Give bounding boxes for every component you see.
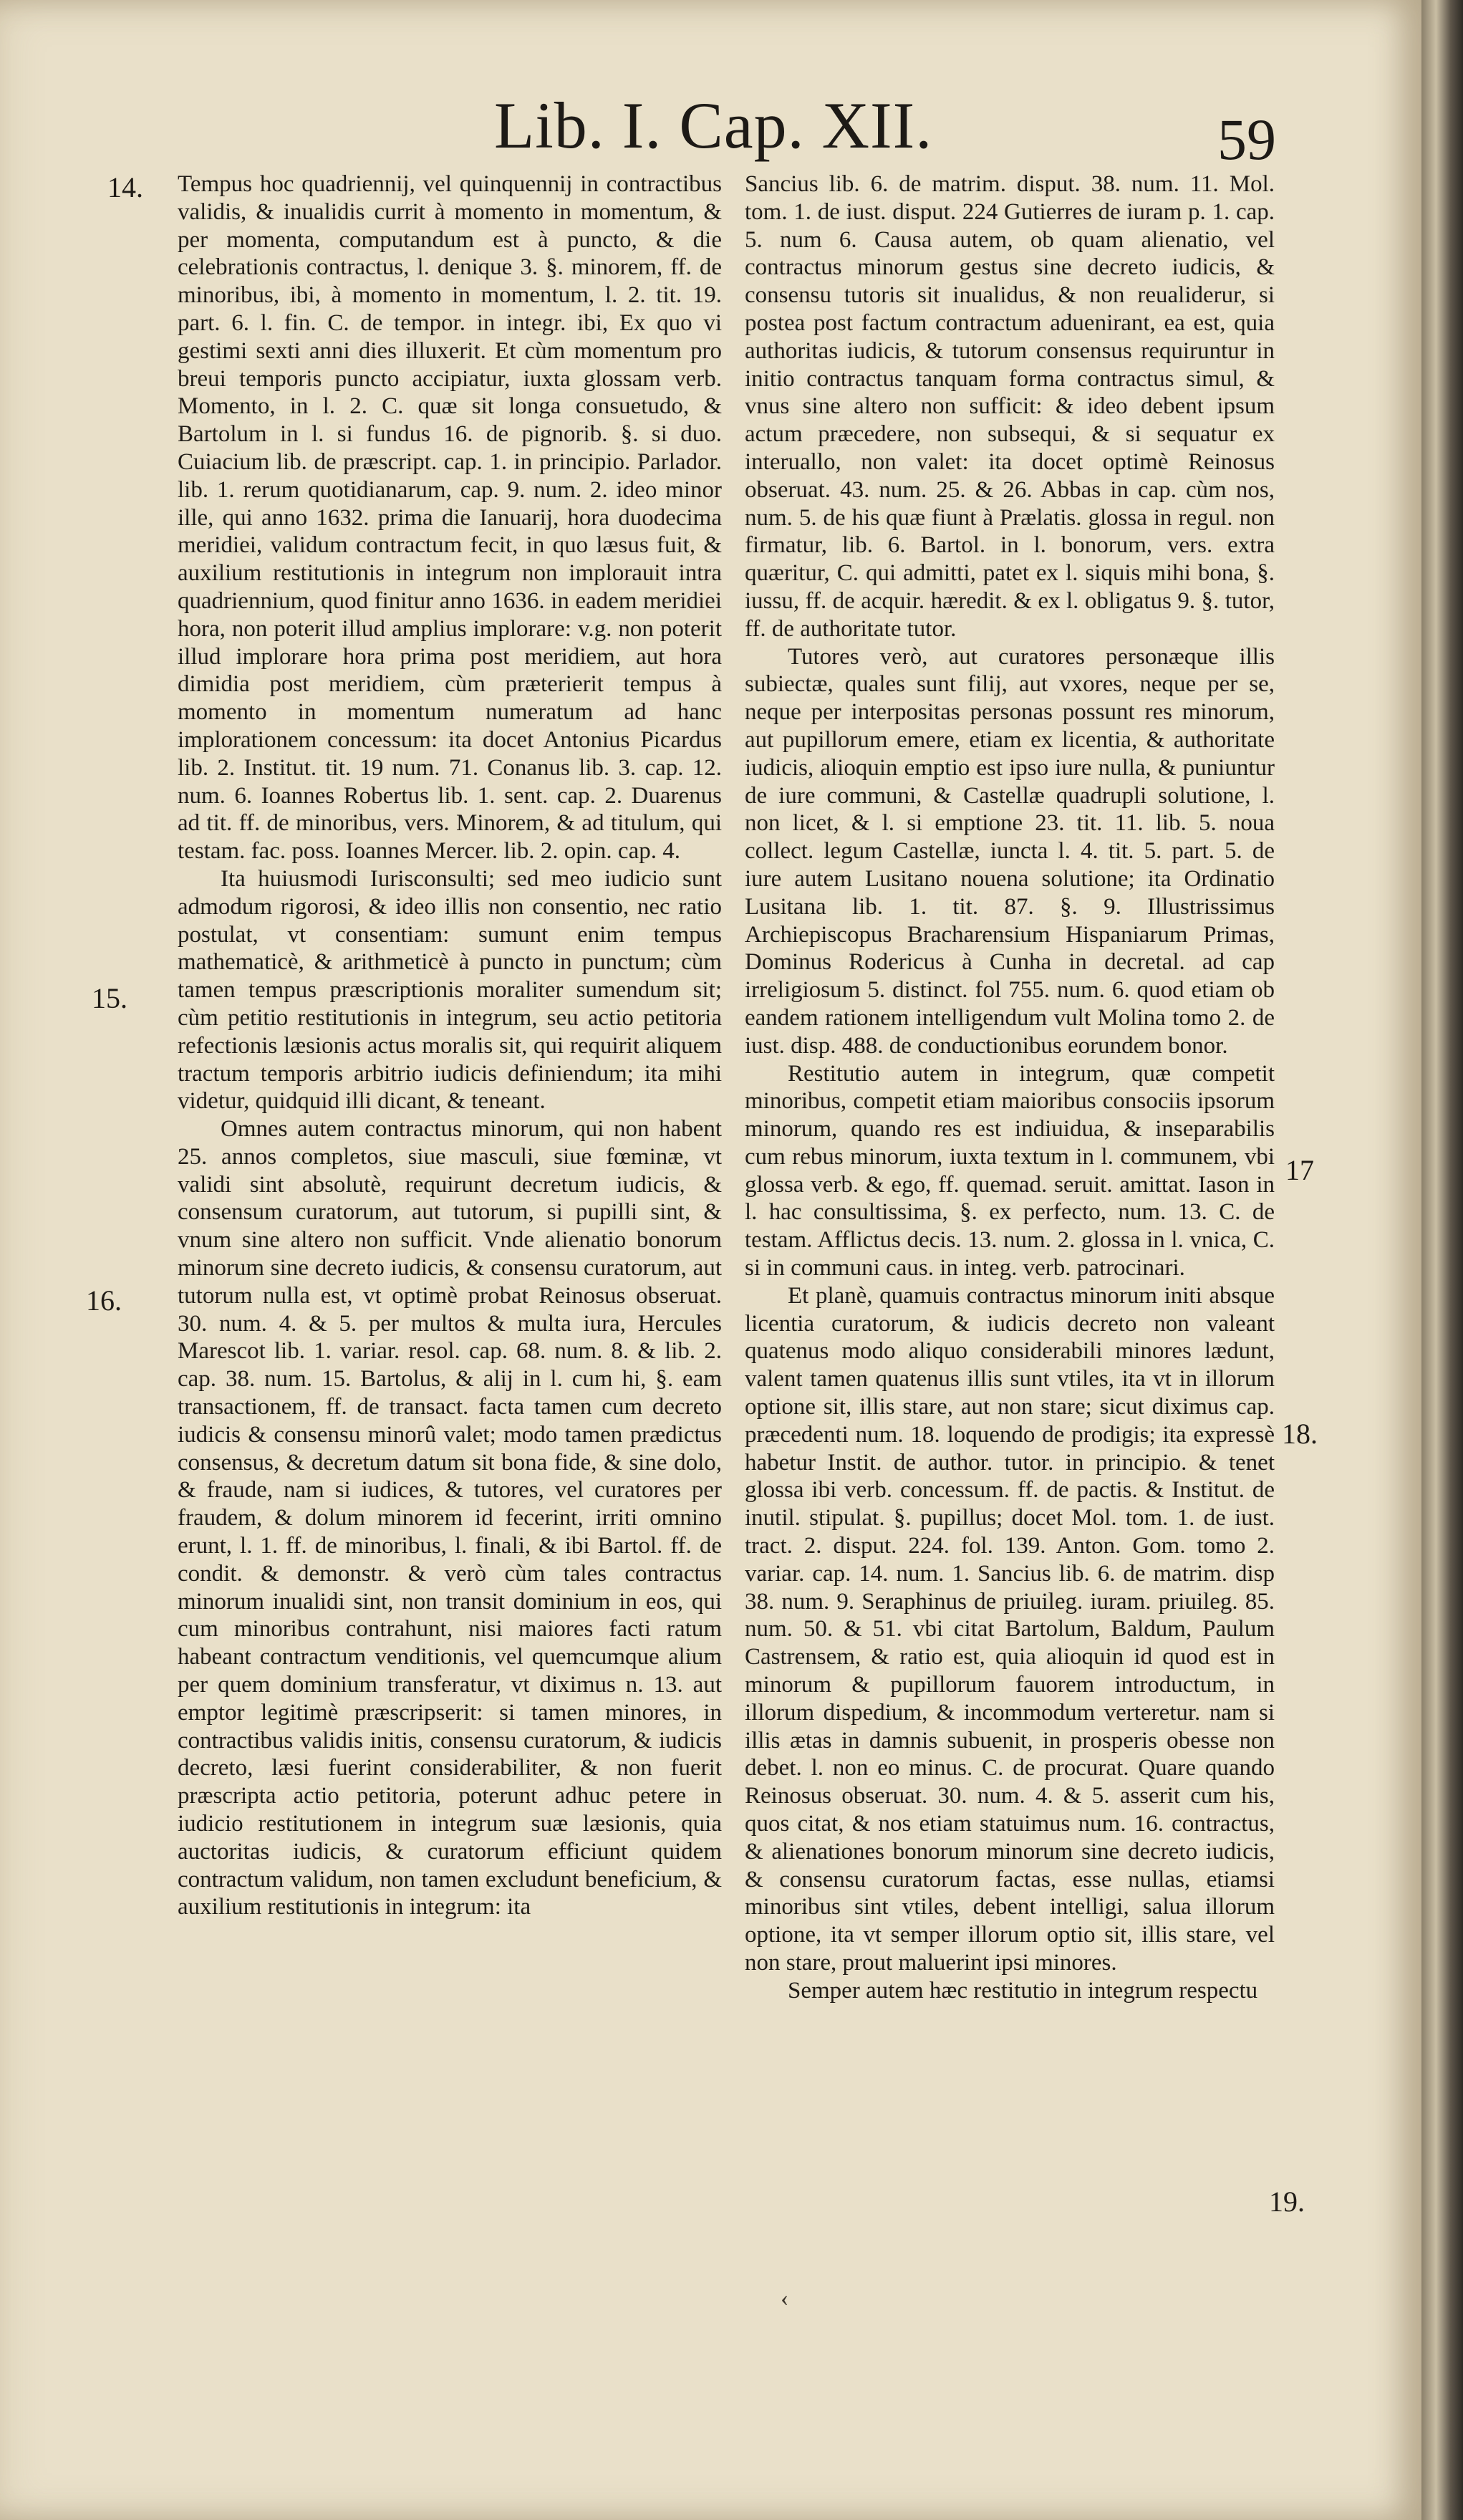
page-number: 59	[1217, 107, 1276, 172]
left-paragraph-3: Omnes autem contractus minorum, qui non habent 25. annos completos, siue masculi, siue fœminæ, vt validi sint absolutè, requirunt decretum iudicis, & consensum curatorum, aut tutorum, si pupilli sint, & vnum sine altero non sufficit. Vnde alienatio bonorum minorum sine decreto iudicis, & consensu curatorum, aut tutorum nulla est, vt optimè probat Reinosus obseruat. 30. num. 4. & 5. per multos & multa iura, Hercules Marescot lib. 1. variar. resol. cap. 68. num. 8. & lib. 2. cap. 38. num. 15. Bartolus, & alij in l. cum hi, §. eam transactionem, ff. de transact. facta tamen cum decreto iudicis & consensu minorû valet; modo tamen prædictus consensus, & decretum datum sit bona fide, & sine dolo, & fraude, nam si iudices, & tutores, vel curatores per fraudem, & dolum minorem id fecerint, irriti omnino erunt, l. 1. ff. de minoribus, l. finali, & ibi Bartol. ff. de condit. & demonstr. & verò cùm tales contractus minorum inualidi sint, non transit dominium in eos, qui cum minoribus contrahunt, nisi maiores facti ratum habeant contractum venditionis, vel quemcumque alium per quem dominium transferatur, vt diximus n. 13. aut emptor legitimè præscripserit: si tamen minores, in contractibus validis initis, consensu curatorum, & iudicis decreto, læsi fuerint considerabiliter, & non fuerit præscripta actio petitoria, poterunt adhuc petere in iudicio restitutionem in integrum suæ læsionis, quia auctoritas iudicis, & curatorum efficiunt quidem contractum validum, non tamen excludunt beneficium, & auxilium restitutionis in integrum: ita	[178, 1116, 722, 1920]
right-paragraph-5: Semper autem hæc restitutio in integrum respectu	[788, 1977, 1258, 2004]
running-title: Lib. I. Cap. XII.	[494, 89, 933, 162]
ink-mark: ‹	[781, 2285, 789, 2312]
right-paragraph-3: Restitutio autem in integrum, quæ competit minoribus, competit etiam maioribus consociis ipsorum minorum, quando res est indiuidua, & inseparabilis cum rebus minorum, iuxta textum in l. communem, vbi glossa verb. & ego, ff. quemad. seruit. amittat. Iason in l. hac consultissima, §. ex perfecto, num. 13. C. de testam. Afflictus decis. 13. num. 2. glossa in l. vnica, C. si in communi caus. in integ. verb. patrocinari.	[745, 1060, 1275, 1281]
right-paragraph-1: Sancius lib. 6. de matrim. disput. 38. num. 11. Mol. tom. 1. de iust. disput. 224 Gutierres de iuram p. 1. cap. 5. num 6. Causa autem, ob quam alienatio, vel contractus minorum gestus sine decreto iudicis, & consensu tutoris sit inualidus, & non reualiderur, si postea post factum contractum aduenirant, ea est, quia authoritas iudicis, & tutorum consensus requiruntur in initio contractus tanquam forma contractus simul, & vnus sine altero non sufficit: & ideo debent ipsum actum præcedere, non subsequi, & si sequatur ex interuallo, non valet: ita docet optimè Reinosus obseruat. 43. num. 25. & 26. Abbas in cap. cùm nos, num. 5. de his quæ fiunt à Prælatis. glossa in regul. non firmatur, lib. 6. Bartol. in l. bonorum, vers. extra quæritur, C. qui admitti, patet ex l. siquis mihi bona, §. iussu, ff. de acquir. hæredit. & ex l. obligatus 9. §. tutor, ff. de authoritate tutor.	[745, 171, 1275, 642]
right-paragraph-2: Tutores verò, aut curatores personæque illis subiectæ, quales sunt filij, aut vxores, neque per se, neque per interpositas personas possunt res minorum, aut pupillorum emere, etiam ex licentia, & authoritate iudicis, alioquin emptio est ipso iure nulla, & puniuntur de iure communi, & Castellæ quadrupli solutione, l. non licet, & l. si emptione 23. tit. 11. lib. 5. noua collect. legum Castellæ, iuncta l. 4. tit. 5. part. 5. de iure autem Lusitano nouena solutione; ita Ordinatio Lusitana lib. 1. tit. 87. §. 9. Illustrissimus Archiepiscopus Bracharensium Hispaniarum Primas, Dominus Rodericus à Cunha in decretal. ad cap irreligiosum 5. distinct. fol 755. num. 6. quod etiam ob eandem rationem intelligendum vult Molina tomo 2. de iust. disp. 488. de conductionibus eorundem bonor.	[745, 643, 1275, 1059]
margin-number-19: 19.	[1269, 2185, 1305, 2218]
margin-number-17: 17	[1285, 1154, 1314, 1186]
margin-number-16: 16.	[86, 1284, 122, 1317]
left-paragraph-2: Ita huiusmodi Iurisconsulti; sed meo iudicio sunt admodum rigorosi, & ideo illis non consentio, nec ratio postulat, vt consentiam: sumunt enim tempus mathematicè, & arithmeticè à puncto in punctum; cùm tamen tempus præscriptionis moraliter sumendum sit; cùm petitio restitutionis in integrum, seu actio petitoria refectionis læsionis actus moralis sit, qui requirit aliquem tractum temporis arbitrio iudicis definiendum; ita mihi videtur, quidquid illi dicant, & teneant.	[178, 865, 722, 1115]
margin-number-18: 18.	[1282, 1418, 1318, 1450]
margin-number-14: 14.	[107, 171, 143, 203]
right-paragraph-4: Et planè, quamuis contractus minorum initi absque licentia curatorum, & iudicis decreto non valeant quatenus modo aliquo considerabili minores lædunt, valent tamen quatenus illis sunt vtiles, ita vt in illorum optione sit, illis stare, aut non stare; sicut diximus cap. præcedenti num. 18. loquendo de prodigis; ita expressè habetur Instit. de author. tutor. in principio. & tenet glossa ibi verb. concessum. ff. de pactis. & Institut. de inutil. stipulat. §. pupillus; docet Mol. tom. 1. de iust. tract. 2. disput. 224. fol. 139. Anton. Gom. tomo 2. variar. cap. 14. num. 1. Sancius lib. 6. de matrim. disp 38. num. 9. Seraphinus de priuileg. iuram. priuileg. 85. num. 50. & 51. vbi citat Bartolum, Baldum, Paulum Castrensem, & ratio est, quia alioquin id quod est in minorum & pupillorum fauorem introductum, in illorum dispedium, & incommodum verteretur. nam si illis ætas in damnis subuenit, in prosperis obesse non debet. l. non eo minus. C. de procurat. Quare quando Reinosus obseruat. 30. num. 4. & 5. asserit cum his, quos citat, & nos etiam statuimus num. 16. contractus, & alienationes bonorum minorum sine decreto iudicis, & consensu curatorum factas, esse nullas, etiamsi minoribus sint vtiles, debent intelligi, salua illorum optione, ita vt semper illorum optio sit, illis stare, vel non stare, prout maluerint ipsi minores.	[745, 1282, 1275, 1976]
page-header	[0, 87, 1421, 172]
left-column	[178, 170, 722, 1921]
margin-number-15: 15.	[92, 982, 127, 1014]
right-column	[745, 170, 1275, 2005]
left-paragraph-1: Tempus hoc quadriennij, vel quinquennij in contractibus validis, & inualidis currit à momento in momentum, & per momenta, computandum est à puncto, & die celebrationis contractus, l. denique 3. §. minorem, ff. de minoribus, ibi, à momento in momentum, l. 2. tit. 19. part. 6. l. fin. C. de tempor. in integr. ibi, Ex quo vi gestimi sexti anni dies illuxerit. Et cùm momentum pro breui temporis puncto accipiatur, iuxta glossam verb. Momento, in l. 2. C. quæ sit longa consuetudo, & Bartolum in l. si fundus 16. de pignorib. §. si duo. Cuiacium lib. de præscript. cap. 1. in principio. Parlador. lib. 1. rerum quotidianarum, cap. 9. num. 2. ideo minor ille, qui anno 1632. prima die Ianuarij, hora duodecima meridiei, validum contractum fecit, in quo læsus fuit, & auxilium restitutionis in integrum non implorauit intra quadriennium, quod finitur anno 1636. in eadem meridiei hora, non poterit illud amplius implorare: v.g. non poterit illud implorare hora prima post meridiem, aut hora dimidia post meridiem, cùm præterierit tempus à momento in momentum numeratum ad hanc implorationem concessum: ita docet Antonius Picardus lib. 2. Institut. tit. 19 num. 71. Conanus lib. 3. cap. 12. num. 6. Ioannes Robertus lib. 1. sent. cap. 2. Duarenus ad tit. ff. de minoribus, vers. Minorem, & ad titulum, qui testam. fac. poss. Ioannes Mercer. lib. 2. opin. cap. 4.	[178, 171, 722, 865]
book-spine	[1421, 0, 1463, 2520]
